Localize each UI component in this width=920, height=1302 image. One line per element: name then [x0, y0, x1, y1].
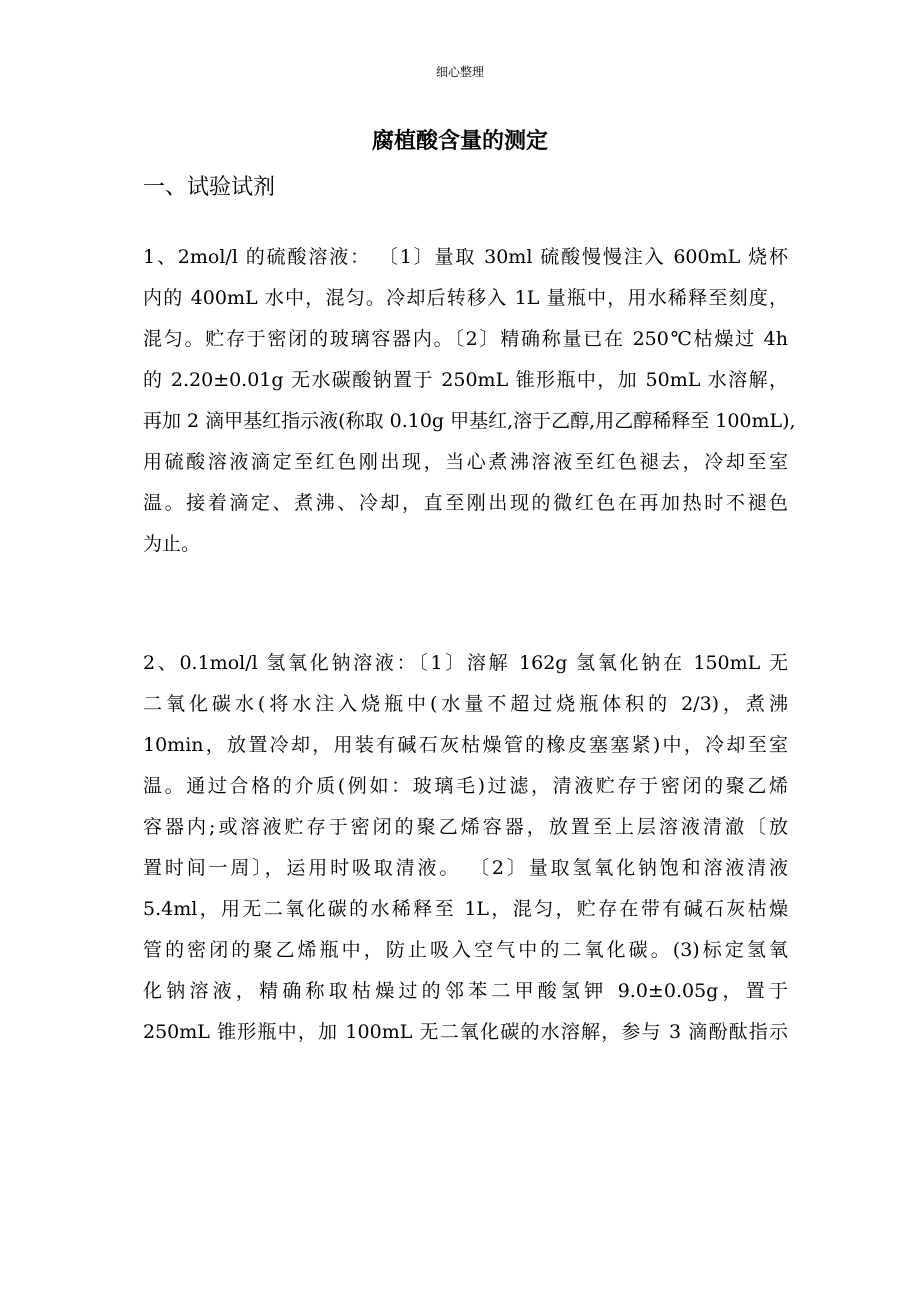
text-line: 置时间一周〕，运用时吸取清液。 〔2〕量取氢氧化钠饱和溶液清液	[143, 857, 788, 879]
text-line: 1、2mol/l 的硫酸溶液： 〔1〕量取 30ml 硫酸慢慢注入 600mL 烧杯	[143, 246, 788, 268]
document-title: 腐植酸含量的测定	[371, 128, 548, 154]
paragraph-sodium-hydroxide	[143, 643, 788, 1053]
text-line: 化钠溶液，精确称取枯燥过的邻苯二甲酸氢钾 9.0±0.05g，置于	[143, 980, 788, 1002]
text-line: 5.4ml，用无二氧化碳的水稀释至 1L，混匀，贮存在带有碱石灰枯燥	[143, 898, 788, 920]
text-line: 管的密闭的聚乙烯瓶中，防止吸入空气中的二氧化碳。(3)标定氢氧	[143, 939, 788, 961]
text-line: 的 2.20±0.01g 无水碳酸钠置于 250mL 锥形瓶中，加 50mL 水溶解，	[143, 369, 788, 391]
text-line: 温。通过合格的介质(例如：玻璃毛)过滤，清液贮存于密闭的聚乙烯	[143, 775, 788, 797]
text-line: 为止。	[143, 533, 201, 555]
text-line: 用硫酸溶液滴定至红色刚出现，当心煮沸溶液至红色褪去，冷却至室	[143, 451, 788, 473]
text-line: 温。接着滴定、煮沸、冷却，直至刚出现的微红色在再加热时不褪色	[143, 492, 788, 514]
text-line: 二氧化碳水(将水注入烧瓶中(水量不超过烧瓶体积的 2/3)，煮沸	[143, 693, 788, 715]
section-heading: 一、试验试剂	[143, 175, 276, 200]
text-line: 容器内;或溶液贮存于密闭的聚乙烯容器，放置至上层溶液清澈〔放	[143, 816, 788, 838]
text-line: 2、0.1mol/l 氢氧化钠溶液：〔1〕溶解 162g 氢氧化钠在 150mL 无	[143, 652, 788, 674]
text-line: 250mL 锥形瓶中，加 100mL 无二氧化碳的水溶解，参与 3 滴酚酞指示	[143, 1021, 788, 1043]
paragraph-sulfuric-acid	[143, 237, 796, 565]
text-line: 10min，放置冷却，用装有碱石灰枯燥管的橡皮塞塞紧)中，冷却至室	[143, 734, 788, 756]
text-line: 内的 400mL 水中，混匀。冷却后转移入 1L 量瓶中，用水稀释至刻度，	[143, 287, 788, 309]
text-line: 再加 2 滴甲基红指示液(称取 0.10g 甲基红,溶于乙醇,用乙醇稀释至 100mL),	[143, 410, 796, 432]
page-header: 细心整理	[435, 65, 484, 79]
text-line: 混匀。贮存于密闭的玻璃容器内。〔2〕精确称量已在 250℃枯燥过 4h	[143, 328, 788, 350]
